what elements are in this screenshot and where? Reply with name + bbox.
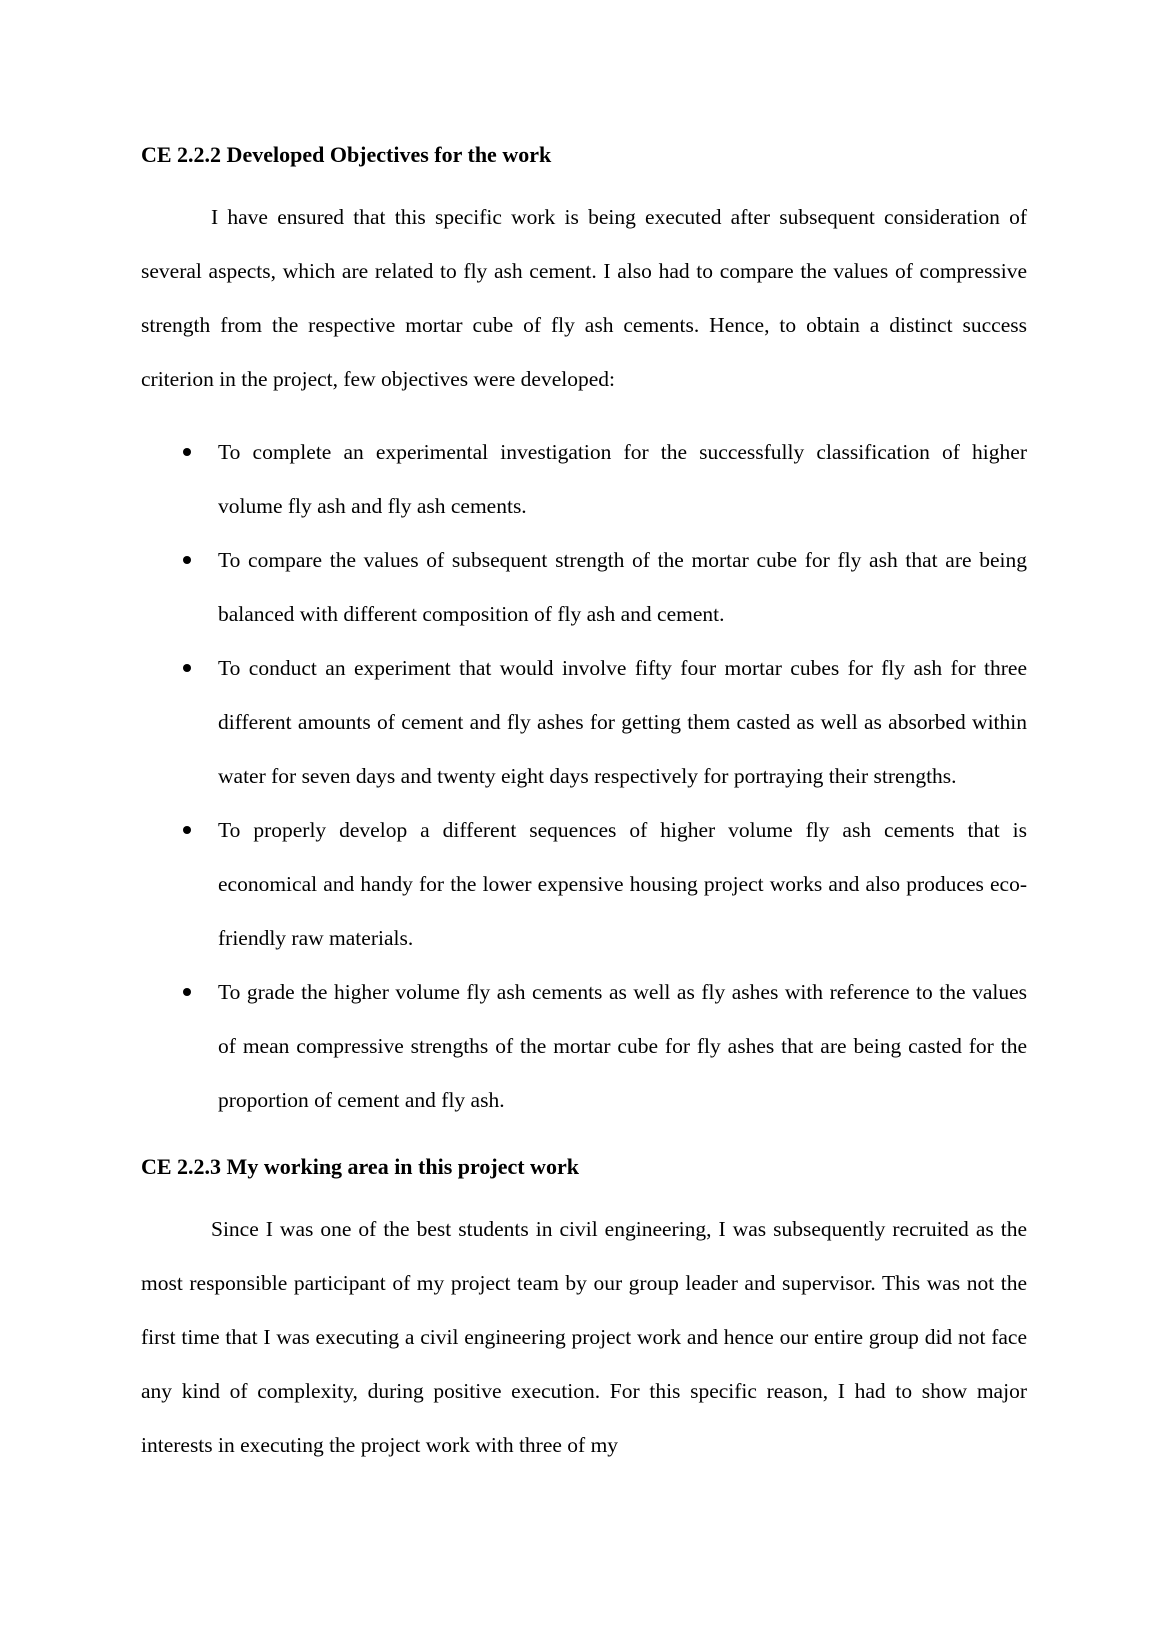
list-item	[141, 641, 1027, 803]
bullet-icon	[183, 448, 191, 456]
bullet-icon	[183, 988, 191, 996]
list-item-text: To grade the higher volume fly ash cements as well as fly ashes with reference to the values of mean compressive strengths of the mortar cube for fly ashes that are being casted for the proportion of cement and fly ash.	[218, 980, 1027, 1112]
bullet-icon	[183, 664, 191, 672]
bullet-icon	[183, 826, 191, 834]
section-heading-objectives: CE 2.2.2 Developed Objectives for the work	[141, 142, 552, 167]
list-item	[141, 425, 1027, 533]
list-item-text: To conduct an experiment that would involve fifty four mortar cubes for fly ash for three different amounts of cement and fly ashes for getting them casted as well as absorbed within water for seven days and twenty eight days respectively for portraying their strengths.	[218, 656, 1027, 788]
section-heading-working-area: CE 2.2.3 My working area in this project work	[141, 1154, 579, 1179]
objectives-intro-paragraph: I have ensured that this specific work is being executed after subsequent consideration of several aspects, which are related to fly ash cement. I also had to compare the values of compressive strength from the respective mortar cube of fly ash cements. Hence, to obtain a distinct success criterion in the project, few objectives were developed:	[141, 205, 1027, 391]
list-item-text: To complete an experimental investigation for the successfully classification of higher volume fly ash and fly ash cements.	[218, 440, 1027, 518]
list-item-text: To properly develop a different sequences of higher volume fly ash cements that is economical and handy for the lower expensive housing project works and also produces eco-friendly raw materials.	[218, 818, 1027, 950]
document-page	[141, 138, 1027, 1472]
list-item	[141, 533, 1027, 641]
list-item	[141, 965, 1027, 1127]
objectives-list	[141, 425, 1027, 1127]
list-item	[141, 803, 1027, 965]
working-area-paragraph: Since I was one of the best students in civil engineering, I was subsequently recruited as the most responsible participant of my project team by our group leader and supervisor. This was not the first time that I was executing a civil engineering project work and hence our entire group did not face any kind of complexity, during positive execution. For this specific reason, I had to show major interests in executing the project work with three of my	[141, 1217, 1027, 1457]
bullet-icon	[183, 556, 191, 564]
list-item-text: To compare the values of subsequent strength of the mortar cube for fly ash that are being balanced with different composition of fly ash and cement.	[218, 548, 1027, 626]
